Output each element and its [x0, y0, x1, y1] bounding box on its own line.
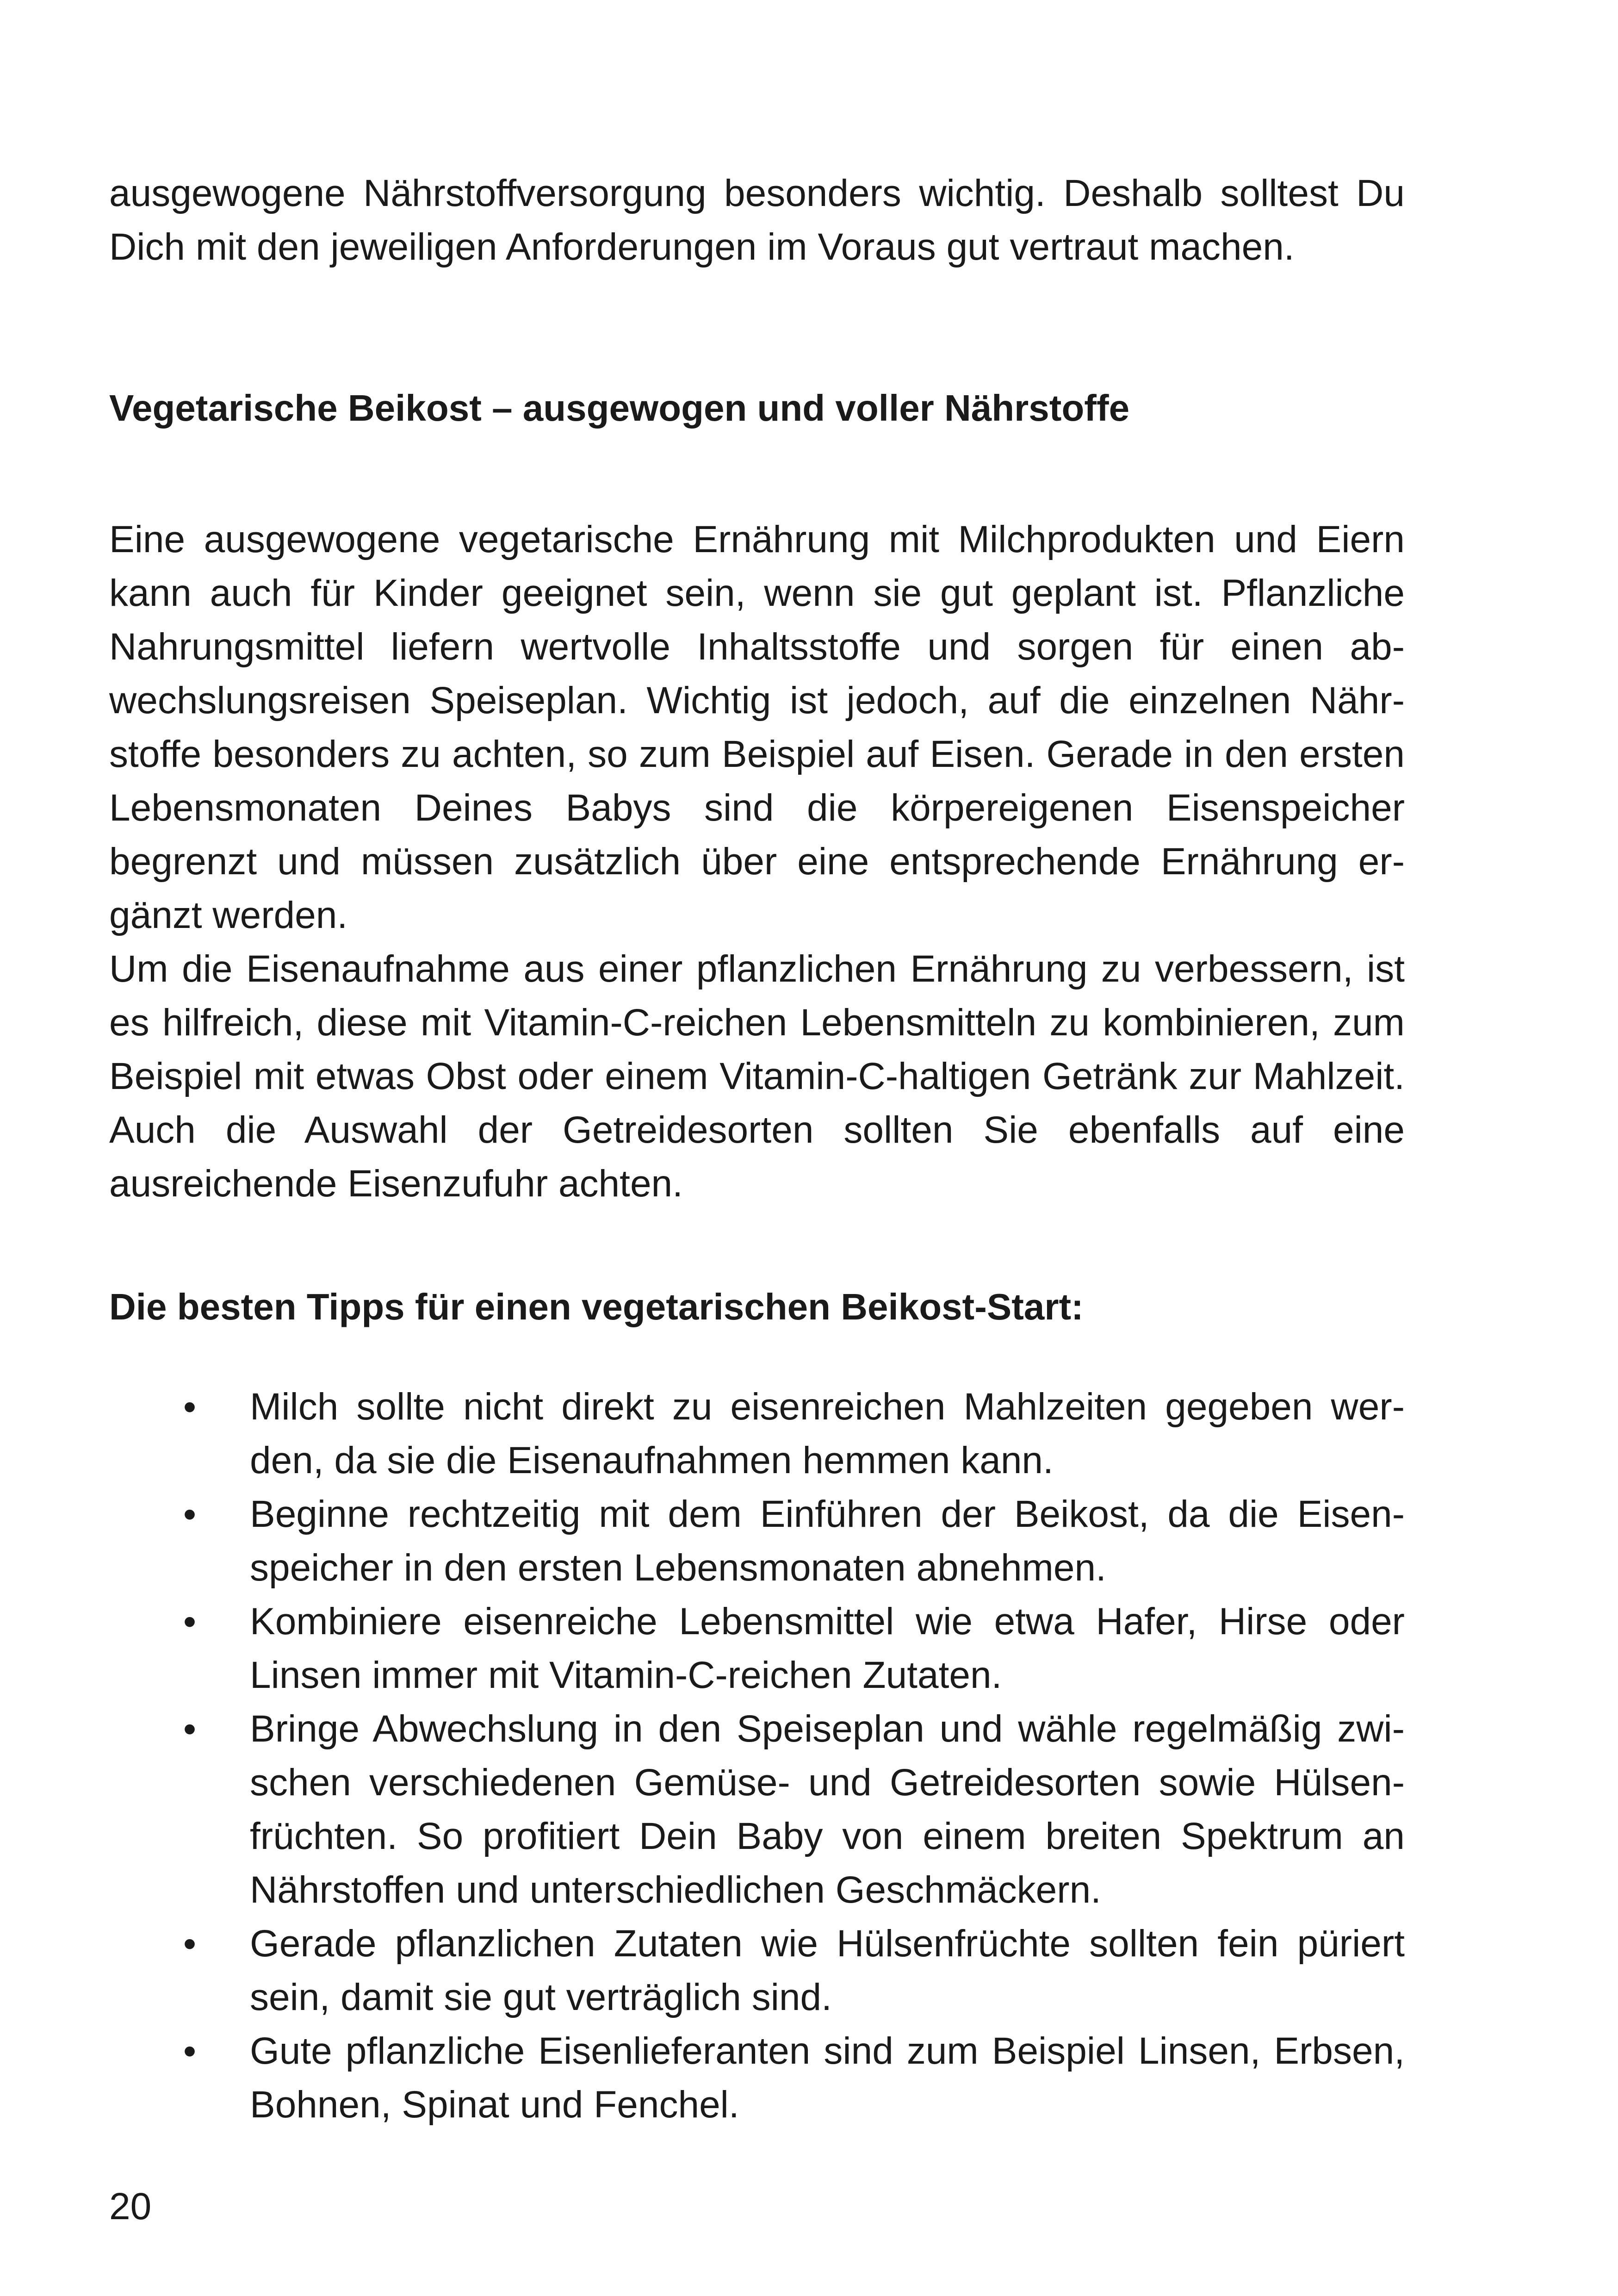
bullet-icon: • — [183, 2030, 197, 2072]
tips-list — [109, 1380, 1405, 2132]
intro-paragraph: ausgewogene Nährstoffversorgung besonders wichtig. Deshalb solltest Du Dich mit den jeweiligen Anforderungen im Voraus gut vertraut machen. — [109, 172, 1405, 268]
tip-text: Kombiniere eisenreiche Lebensmittel wie etwa Hafer, Hirse oder Linsen immer mit Vitamin-C-reichen Zutaten. — [250, 1600, 1405, 1696]
page-number: 20 — [109, 2185, 152, 2228]
body-paragraph-2: Um die Eisenaufnahme aus einer pflanzlichen Ernährung zu verbessern, ist es hilfreich, diese mit Vitamin-C-reichen Lebensmitteln zu kombinieren, zum Beispiel mit etwas Obst oder einem Vitamin-C-haltigen Getränk zur Mahlzeit. Auch die Auswahl der Getreidesorten sollten Sie ebenfalls auf eine ausreichende Eisenzufuhr achten. — [109, 948, 1405, 1205]
page-content — [109, 167, 1405, 2132]
tip-item — [109, 1595, 1405, 1702]
bullet-icon: • — [183, 1386, 197, 1427]
tip-text: Gute pflanzliche Eisenlieferanten sind zum Beispiel Linsen, Erbsen, Bohnen, Spinat und Fenchel. — [250, 2030, 1405, 2126]
section-heading: Vegetarische Beikost – ausgewogen und voller Nährstoffe — [109, 387, 1130, 429]
bullet-icon: • — [183, 1923, 197, 1964]
tip-item — [109, 1380, 1405, 1487]
body-paragraph-1: Eine ausgewogene vegetarische Ernährung mit Milchprodukten und Eiern kann auch für Kinder geeignet sein, wenn sie gut geplant ist. Pflanzliche Nahrungsmittel liefern wertvolle Inhaltsstoffe und sorgen für einen abwechslungsreisen Speiseplan. Wichtig ist jedoch, auf die einzelnen Nährstoffe besonders zu achten, so zum Beispiel auf Eisen. Gerade in den ersten Lebensmonaten Deines Babys sind die körpereigenen Eisenspeicher begrenzt und müssen zusätzlich über eine entsprechende Ernährung ergänzt werden. — [109, 518, 1405, 936]
tip-text: Milch sollte nicht direkt zu eisenreichen Mahlzeiten gegeben werden, da sie die Eisenaufnahmen hemmen kann. — [250, 1386, 1405, 1481]
tip-text: Gerade pflanzlichen Zutaten wie Hülsenfrüchte sollten fein püriert sein, damit sie gut verträglich sind. — [250, 1923, 1405, 2018]
tip-item — [109, 1702, 1405, 1917]
bullet-icon: • — [183, 1708, 197, 1749]
tip-item — [109, 2024, 1405, 2132]
tip-item — [109, 1917, 1405, 2024]
bullet-icon: • — [183, 1493, 197, 1535]
tip-text: Beginne rechtzeitig mit dem Einführen der Beikost, da die Eisenspeicher in den ersten Lebensmonaten abnehmen. — [250, 1493, 1405, 1589]
tip-text: Bringe Abwechslung in den Speiseplan und wähle regelmäßig zwischen verschiedenen Gemüse- und Getreidesorten sowie Hülsenfrüchten. So profitiert Dein Baby von einem breiten Spektrum an Nährstoffen und unterschiedlichen Geschmäckern. — [250, 1708, 1405, 1911]
tips-heading: Die besten Tipps für einen vegetarischen Beikost-Start: — [109, 1286, 1084, 1327]
tip-item — [109, 1487, 1405, 1595]
bullet-icon: • — [183, 1601, 197, 1642]
